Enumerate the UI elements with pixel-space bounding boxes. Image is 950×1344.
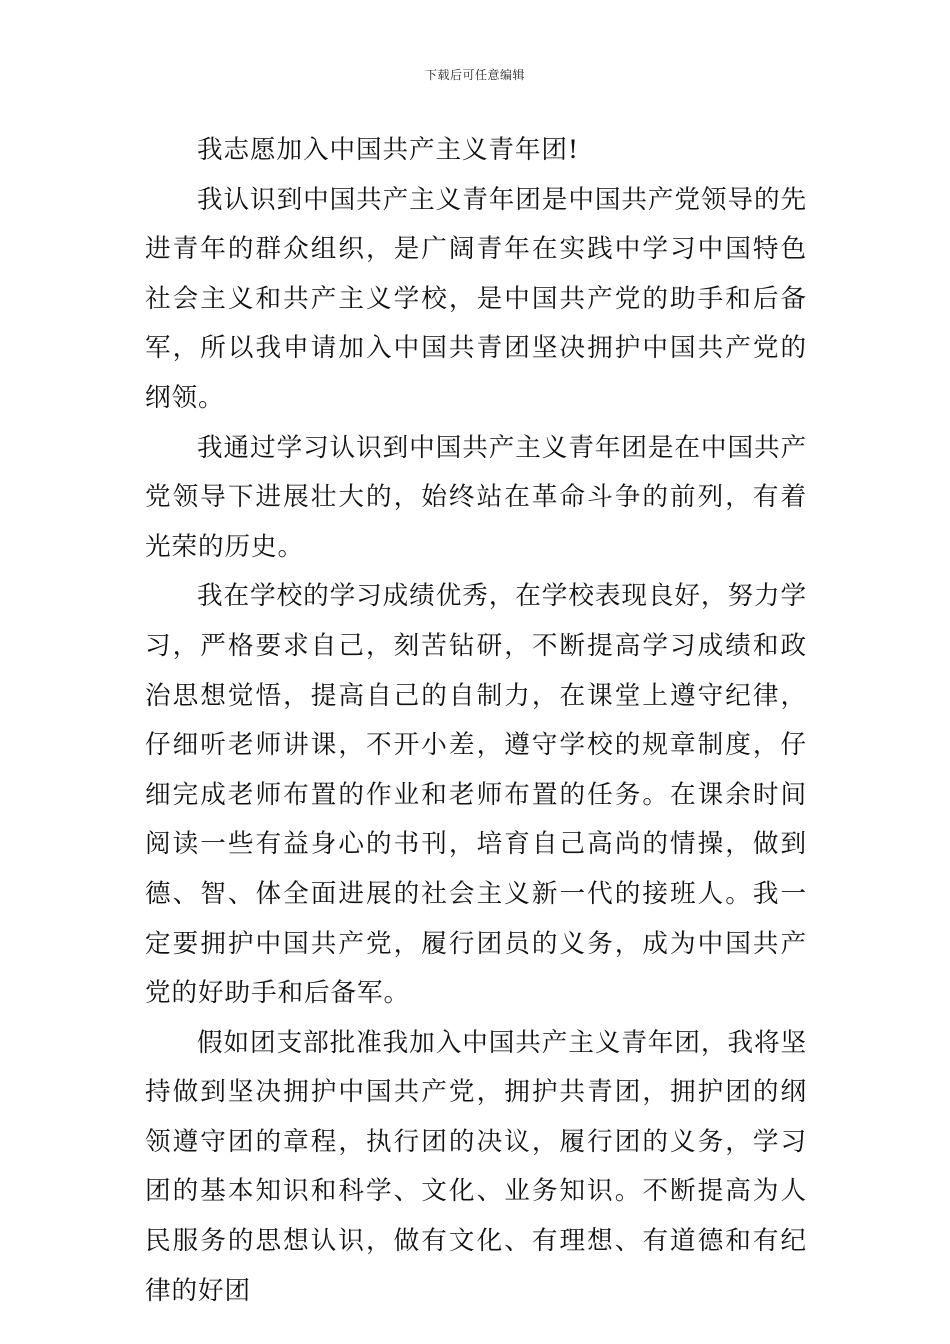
header-note: 下载后可任意编辑 <box>424 68 525 82</box>
paragraph-commitment: 假如团支部批准我加入中国共产主义青年团，我将坚持做到坚决拥护中国共产党，拥护共青团，拥护团的纲领遵守团的章程，执行团的决议，履行团的义务，学习团的基本知识和科学、文化、业务知识。不断提高为人民服务的思想认识，做有文化、有理想、有道德和有纪律的好团 <box>145 1027 807 1306</box>
paragraph-opening: 我志愿加入中国共产主义青年团! <box>197 135 580 165</box>
document-body <box>145 126 807 1316</box>
paragraph-understanding: 我认识到中国共产主义青年团是中国共产党领导的先进青年的群众组织，是广阔青年在实践中学习中国特色社会主义和共产主义学校，是中国共产党的助手和后备军，所以我申请加入中国共青团坚决拥护中国共产党的纲领。 <box>145 184 807 413</box>
paragraph-history: 我通过学习认识到中国共产主义青年团是在中国共产党领导下进展壮大的，始终站在革命斗争的前列，有着光荣的历史。 <box>145 432 807 562</box>
paragraph-school-performance: 我在学校的学习成绩优秀，在学校表现良好，努力学习，严格要求自己，刻苦钻研，不断提高学习成绩和政治思想觉悟，提高自己的自制力，在课堂上遵守纪律，仔细听老师讲课，不开小差，遵守学校的规章制度，仔细完成老师布置的作业和老师布置的任务。在课余时间阅读一些有益身心的书刊，培育自己高尚的情操，做到德、智、体全面进展的社会主义新一代的接班人。我一定要拥护中国共产党，履行团员的义务，成为中国共产党的好助手和后备军。 <box>145 581 807 1009</box>
